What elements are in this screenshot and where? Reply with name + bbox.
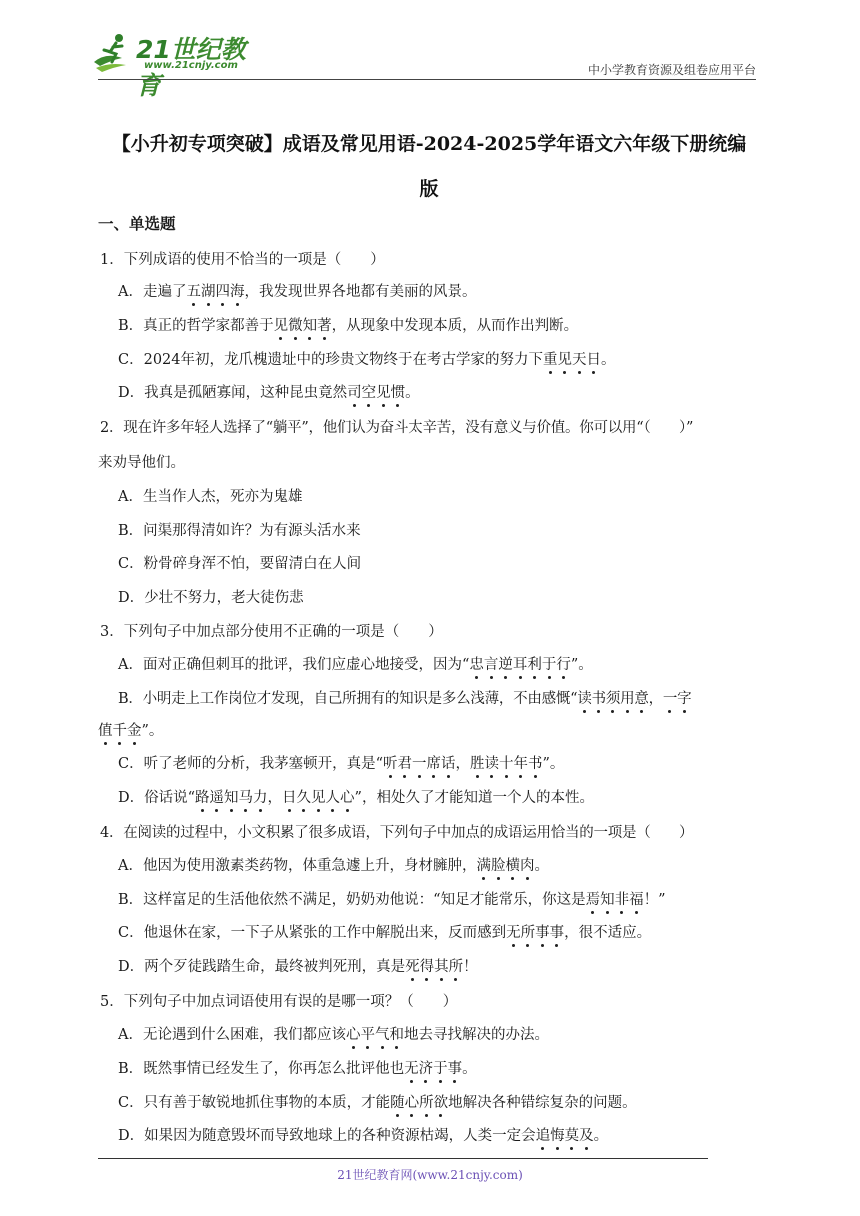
emphasis-char: 意	[634, 691, 649, 707]
emphasis-char: 遥	[209, 790, 225, 806]
emphasis-char: 肉	[519, 858, 535, 874]
option-text: 。	[462, 1061, 477, 1077]
emphasized-phrase	[543, 352, 601, 368]
emphasized-phrase	[347, 385, 405, 401]
emphasis-char: 利	[527, 657, 542, 673]
header-divider	[98, 79, 756, 80]
emphasis-char: 济	[418, 1061, 434, 1077]
emphasis-char: 马	[238, 790, 254, 806]
emphasis-char: 非	[614, 892, 630, 908]
option-line	[118, 588, 304, 608]
emphasis-char: ，	[455, 756, 471, 772]
emphasis-char: 金	[127, 723, 142, 739]
emphasis-char: 席	[426, 756, 442, 772]
option-line	[118, 788, 594, 808]
option-text: C．听了老师的分析，我茅塞顿开，真是“	[118, 756, 384, 772]
emphasis-char: 值	[98, 723, 113, 739]
option-text: B．小明走上工作岗位才发现，自己所拥有的知识是多么浅薄，不由感慨“	[118, 691, 578, 707]
document-title-line-2: 版	[419, 178, 439, 200]
emphasis-char: 君	[397, 756, 413, 772]
emphasized-phrase	[469, 657, 571, 673]
emphasized-phrase	[405, 959, 463, 975]
emphasis-char: 千	[112, 723, 127, 739]
emphasis-char: 惯	[390, 385, 406, 401]
emphasis-char: 力	[253, 790, 268, 806]
emphasis-char: 追	[535, 1128, 551, 1144]
emphasis-char: 用	[620, 691, 635, 707]
option-text: D．俗话说“	[118, 790, 196, 806]
emphasis-char: 耳	[512, 657, 528, 673]
emphasis-char: 于	[433, 1061, 448, 1077]
emphasis-char: 日	[282, 790, 297, 806]
option-text: 。	[593, 1128, 609, 1144]
emphasis-char: ，	[267, 790, 283, 806]
emphasis-char: 字	[677, 691, 692, 707]
option-text: 。	[534, 858, 549, 874]
emphasis-char: 听	[383, 756, 398, 772]
emphasized-phrase	[577, 691, 691, 707]
logo-brand: 21世纪教育	[136, 35, 246, 100]
option-line	[118, 1025, 549, 1045]
option-text: A．生当作人杰，死亦为鬼雄	[118, 489, 303, 505]
emphasized-phrase	[476, 858, 534, 874]
emphasis-char: 一	[662, 691, 678, 707]
option-line	[118, 316, 578, 336]
emphasized-phrase	[195, 790, 355, 806]
option-text: ！”	[643, 892, 666, 908]
option-text: ”。	[542, 756, 565, 772]
emphasis-char: 久	[296, 790, 312, 806]
option-line	[118, 754, 564, 774]
emphasis-char: 湖	[200, 284, 216, 300]
emphasized-phrase	[506, 925, 564, 941]
emphasis-char: 海	[229, 284, 245, 300]
emphasis-char: 及	[579, 1128, 594, 1144]
emphasis-char: 平	[360, 1027, 375, 1043]
emphasis-char: 脸	[490, 858, 506, 874]
question-stem: 来劝导他们。	[98, 455, 185, 471]
emphasis-char: 焉	[585, 892, 601, 908]
option-text: A．走遍了	[118, 284, 187, 300]
option-line	[118, 856, 549, 876]
option-text: C．他退休在家，一下子从紧张的工作中解脱出来，反而感到	[118, 925, 507, 941]
emphasis-char: 心	[340, 790, 355, 806]
question-stem: 1．下列成语的使用不恰当的一项是（ ）	[100, 252, 385, 268]
emphasis-char: 知	[600, 892, 615, 908]
option-line	[118, 689, 691, 709]
option-text: D．两个歹徒践踏生命，最终被判死刑，真是	[118, 959, 406, 975]
emphasis-char: 逆	[498, 657, 513, 673]
emphasis-char: 书	[528, 756, 543, 772]
question-stem: 4．在阅读的过程中，小文积累了很多成语，下列句子中加点的成语运用恰当的一项是（ ）	[100, 825, 694, 841]
option-line	[118, 554, 361, 574]
emphasis-char: 得	[419, 959, 435, 975]
option-line	[118, 890, 666, 910]
question-stem: 5．下列句子中加点词语使用有误的是哪一项？（ ）	[100, 994, 458, 1010]
emphasis-char: 十	[499, 756, 514, 772]
emphasized-phrase	[98, 723, 142, 739]
question-stem: 2．现在许多年轻人选择了“躺平”，他们认为奋斗太辛苦，没有意义与价值。你可以用“（ ）”	[100, 420, 694, 436]
emphasis-char: 见	[311, 790, 326, 806]
option-line	[118, 521, 361, 541]
emphasis-char: 著	[317, 318, 332, 334]
logo-site: www.21cnjy.com	[144, 60, 238, 71]
option-text: ，我发现世界各地都有美丽的风景。	[244, 284, 477, 300]
emphasis-char: 心	[404, 1095, 420, 1111]
emphasized-phrase	[346, 1027, 404, 1043]
option-line	[118, 1126, 608, 1146]
option-line	[118, 923, 651, 943]
emphasis-char: 言	[483, 657, 499, 673]
option-text: B．既然事情已经发生了，你再怎么批评他也	[118, 1061, 405, 1077]
option-text: ”，相处久了才能知道一个人的本性。	[354, 790, 594, 806]
emphasis-char: 五	[186, 284, 201, 300]
emphasis-char: 见	[557, 352, 572, 368]
option-text: 地去寻找解决的办法。	[403, 1027, 549, 1043]
emphasis-char: 年	[513, 756, 529, 772]
emphasized-phrase	[186, 284, 244, 300]
option-text: 。	[405, 385, 420, 401]
question-stem: 3．下列句子中加点部分使用不正确的一项是（ ）	[100, 624, 443, 640]
option-text: ”。	[141, 723, 164, 739]
emphasis-char: 无	[506, 925, 521, 941]
option-line	[118, 487, 302, 507]
option-text: A．他因为使用激素类药物，体重急遽上升，身材臃肿，	[118, 858, 477, 874]
option-text: ！	[463, 959, 478, 975]
emphasis-char: 知	[302, 318, 318, 334]
option-line	[118, 957, 478, 977]
option-text: C．只有善于敏锐地抓住事物的本质，才能	[118, 1095, 391, 1111]
emphasized-phrase	[383, 756, 543, 772]
emphasized-phrase	[586, 892, 644, 908]
emphasis-char: 须	[605, 691, 621, 707]
option-text: C．2024年初，龙爪槐遗址中的珍贵文物终于在考古学家的努力下	[118, 352, 543, 368]
footer-text: 21世纪教育网(www.21cnjy.com)	[337, 1168, 523, 1182]
emphasis-char: 所	[520, 925, 536, 941]
emphasis-char: 读	[577, 691, 592, 707]
emphasis-char: 随	[390, 1095, 405, 1111]
emphasis-char: 一	[412, 756, 427, 772]
page-header	[0, 0, 860, 100]
emphasis-char: 忠	[469, 657, 484, 673]
option-text: 地解决各种错综复杂的问题。	[448, 1095, 637, 1111]
runner-logo-icon	[92, 32, 134, 74]
emphasis-char: 福	[629, 892, 644, 908]
emphasized-phrase	[274, 318, 332, 334]
emphasis-char: 见	[273, 318, 289, 334]
option-text: A．面对正确但刺耳的批评，我们应虚心地接受，因为“	[118, 657, 470, 673]
logo	[92, 28, 262, 100]
option-text: D．如果因为随意毁坏而导致地球上的各种资源枯竭，人类一定会	[118, 1128, 536, 1144]
emphasized-phrase	[390, 1095, 448, 1111]
emphasis-char: 气	[374, 1027, 390, 1043]
option-text: ，从现象中发现本质，从而作出判断。	[331, 318, 579, 334]
emphasis-char: 事	[535, 925, 550, 941]
option-text: B．问渠那得清如许？为有源头活水来	[118, 523, 361, 539]
option-continuation	[98, 721, 163, 741]
emphasis-char: ，	[648, 691, 663, 707]
document-title-line-1: 【小升初专项突破】成语及常见用语-2024-2025学年语文六年级下册统编	[111, 133, 747, 155]
option-text: A．无论遇到什么困难，我们都应该	[118, 1027, 346, 1043]
option-line	[118, 282, 476, 302]
emphasis-char: 读	[484, 756, 500, 772]
option-text: 。	[601, 352, 616, 368]
emphasis-char: 欲	[433, 1095, 449, 1111]
option-text: B．真正的哲学家都善于	[118, 318, 274, 334]
option-text: D．我真是孤陋寡闻，这种昆虫竟然	[118, 385, 348, 401]
option-text: B．这样富足的生活他依然不满足，奶奶劝他说：“知足才能常乐，你这是	[118, 892, 586, 908]
emphasis-char: 话	[441, 756, 456, 772]
option-line	[118, 1093, 637, 1113]
emphasis-char: 所	[419, 1095, 434, 1111]
emphasis-char: 于	[541, 657, 557, 673]
emphasis-char: 心	[345, 1027, 361, 1043]
emphasis-char: 四	[215, 284, 230, 300]
emphasis-char: 知	[224, 790, 239, 806]
emphasis-char: 日	[586, 352, 601, 368]
option-text: C．粉骨碎身浑不怕，要留清白在人间	[118, 556, 362, 572]
emphasis-char: 见	[376, 385, 391, 401]
emphasis-char: 事	[447, 1061, 463, 1077]
emphasis-char: 路	[195, 790, 210, 806]
emphasis-char: 无	[404, 1061, 419, 1077]
emphasis-char: 行	[556, 657, 571, 673]
option-text: D．少壮不努力，老大徒伤悲	[118, 590, 304, 606]
option-line	[118, 655, 593, 675]
emphasized-phrase	[536, 1128, 594, 1144]
emphasis-char: 微	[288, 318, 303, 334]
emphasis-char: 事	[549, 925, 565, 941]
emphasis-char: 空	[361, 385, 377, 401]
emphasis-char: 悔	[550, 1128, 565, 1144]
emphasis-char: 重	[543, 352, 558, 368]
emphasis-char: 莫	[564, 1128, 580, 1144]
emphasis-char: 书	[591, 691, 606, 707]
emphasis-char: 其	[434, 959, 449, 975]
emphasis-char: 死	[405, 959, 420, 975]
emphasis-char: 人	[325, 790, 341, 806]
section-heading: 一、单选题	[98, 215, 176, 233]
emphasis-char: 满	[476, 858, 491, 874]
emphasis-char: 和	[389, 1027, 404, 1043]
emphasis-char: 所	[448, 959, 464, 975]
option-text: ，很不适应。	[564, 925, 652, 941]
emphasis-char: 司	[347, 385, 362, 401]
option-line	[118, 350, 616, 370]
option-text: ”。	[570, 657, 593, 673]
footer-divider	[98, 1158, 708, 1159]
emphasis-char: 胜	[470, 756, 485, 772]
platform-name: 中小学教育资源及组卷应用平台	[587, 63, 756, 77]
option-line	[118, 383, 420, 403]
emphasis-char: 横	[505, 858, 520, 874]
emphasis-char: 天	[572, 352, 587, 368]
option-line	[118, 1059, 477, 1079]
emphasized-phrase	[404, 1061, 462, 1077]
